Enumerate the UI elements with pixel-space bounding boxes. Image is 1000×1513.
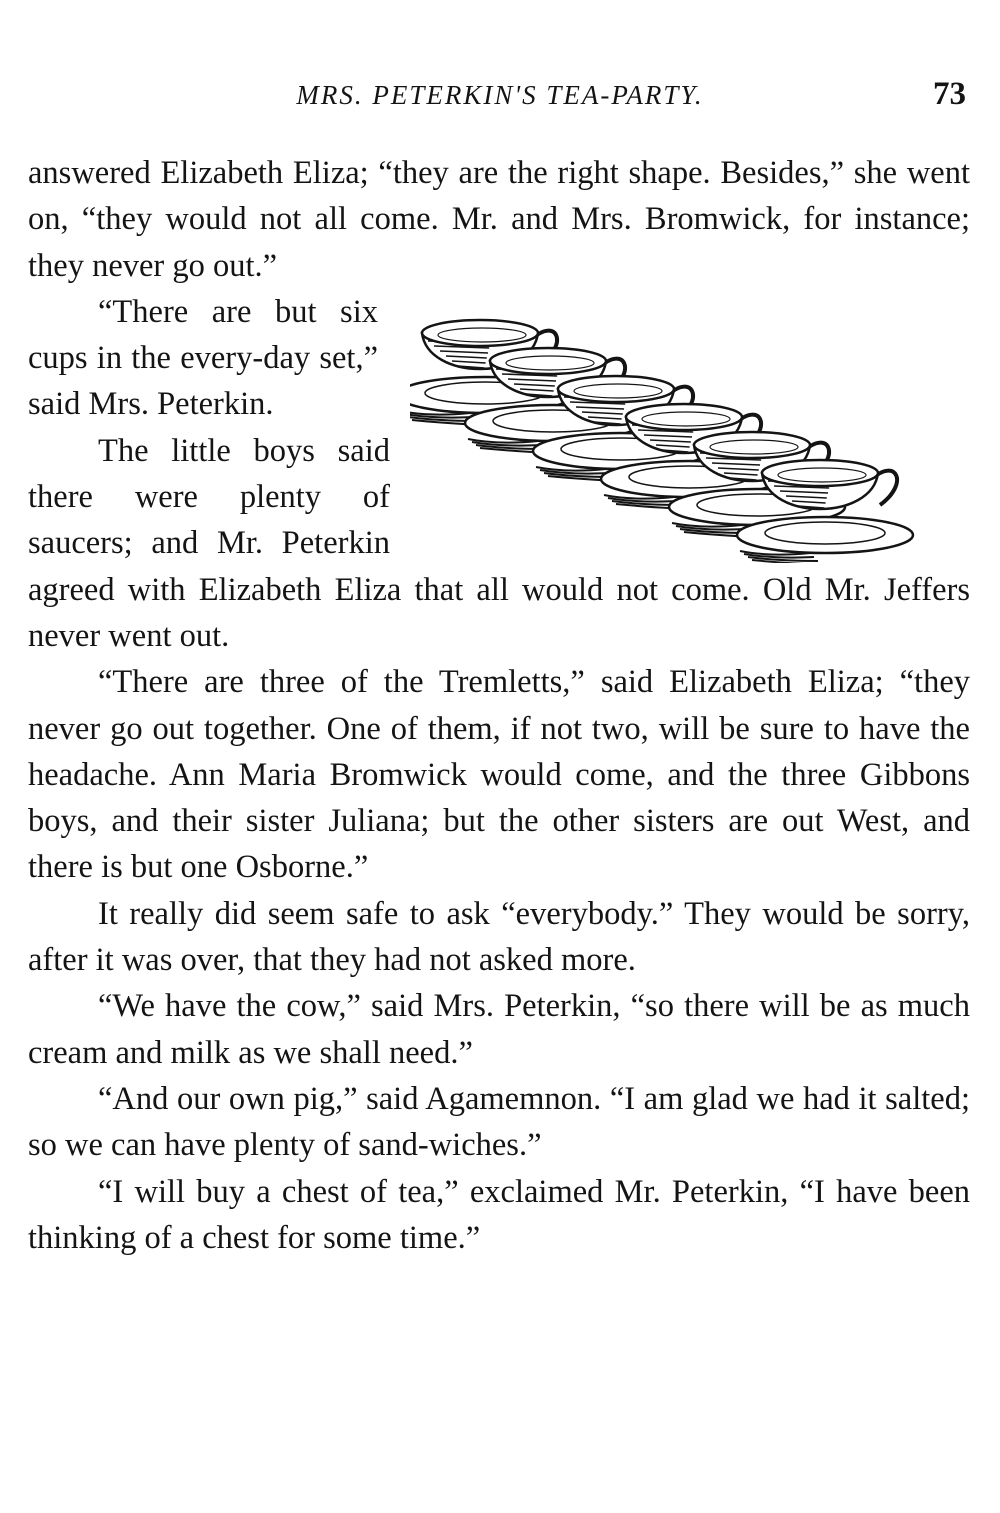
teacups-illustration-icon xyxy=(410,293,970,563)
paragraph-8: “I will buy a chest of tea,” exclaimed Mr. Peterkin, “I have been thinking of a chest for some time.” xyxy=(28,1173,970,1256)
paragraph-4: “There are three of the Tremletts,” said Elizabeth Eliza; “they never go out together. One of them, if not two, will be sure to have the headache. Ann Maria Bromwick would come, and the three Gibbons boys, and their sister Juliana; but the other sisters are out West, and there is but one Osborne.” xyxy=(28,664,970,886)
paragraph-6: “We have the cow,” said Mrs. Peterkin, “so there will be as much cream and milk as we shall need.” xyxy=(28,988,970,1071)
paragraph-5: It really did seem safe to ask “everybody.” They would be sorry, after it was over, that they had not asked more. xyxy=(28,895,970,979)
paragraph-1: answered Elizabeth Eliza; “they are the right shape. Besides,” she went on, “they would not all come. Mr. and Mrs. Bromwick, for instance; they never go out.” xyxy=(28,155,970,284)
paragraph-2: “There are but six cups in the every-day set,” said Mrs. Peterkin. xyxy=(28,293,378,423)
paragraph-3: The little boys said there were plenty of saucers; and Mr. Peterkin agreed with Elizabeth Eliza that all would not come. Old Mr. Jeffers never went out. xyxy=(28,432,970,654)
body-text xyxy=(28,150,970,1261)
running-title: MRS. PETERKIN'S TEA-PARTY. xyxy=(296,80,704,110)
paragraph-7: “And our own pig,” said Agamemnon. “I am glad we had it salted; so we can have plenty of sand-wiches.” xyxy=(28,1080,970,1164)
page-header xyxy=(0,72,1000,122)
page-number: 73 xyxy=(933,76,966,112)
